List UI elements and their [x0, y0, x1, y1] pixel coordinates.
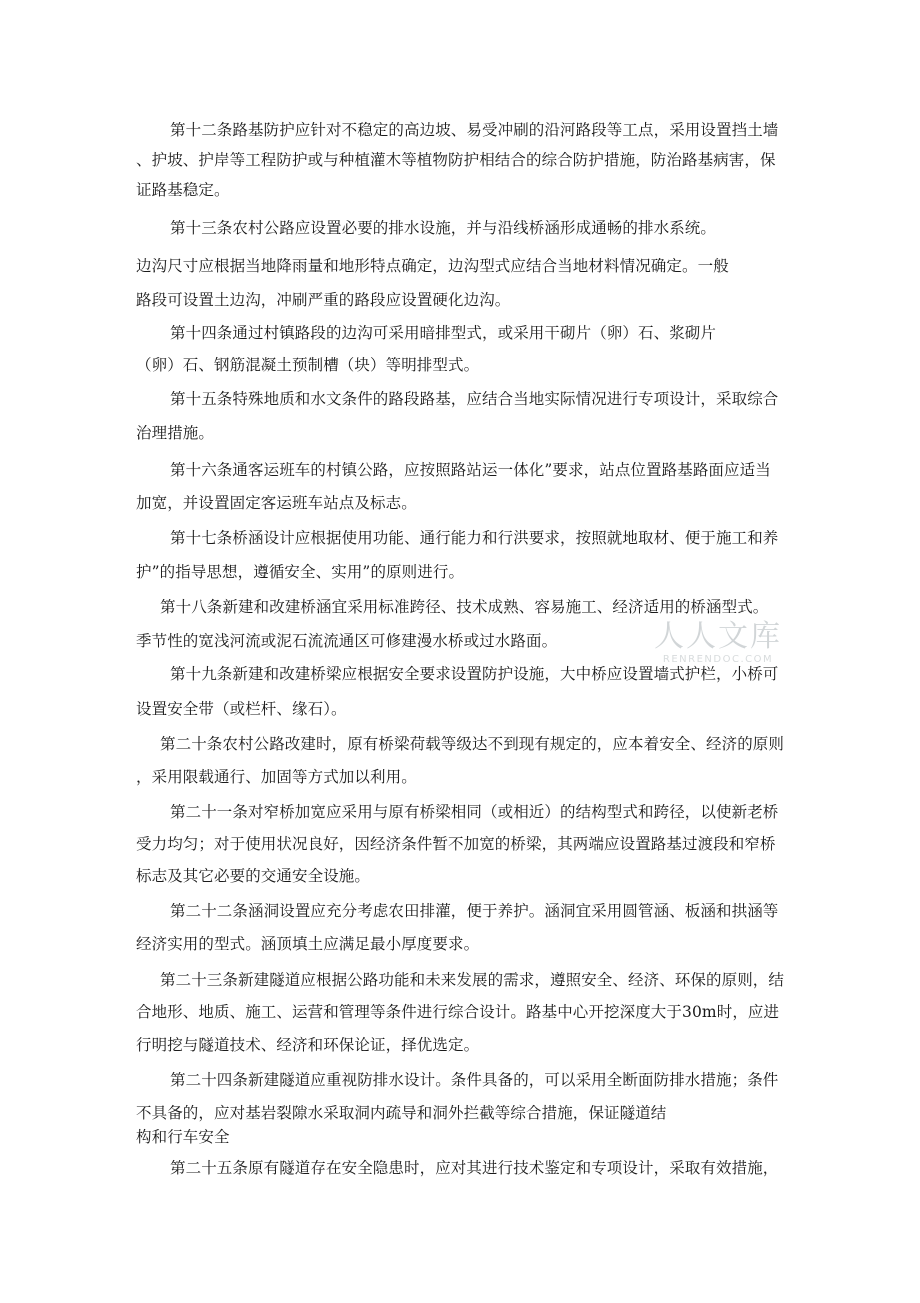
paragraph-line: 第二十三条新建隧道应根据公路功能和未来发展的需求，遵照安全、经济、环保的原则，结 [160, 971, 785, 989]
paragraph-line: 第二十一条对窄桥加宽应采用与原有桥梁相同（或相近）的结构型式和跨径，以使新老桥 [170, 803, 779, 821]
paragraph-line: 设置安全带（或栏杆、缘石）。 [136, 700, 347, 718]
paragraph-line: 第十三条农村公路应设置必要的排水设施，并与沿线桥涵形成通畅的排水系统。 [170, 219, 717, 237]
paragraph-line: 第二十条农村公路改建时，原有桥梁荷载等级达不到现有规定的，应本着安全、经济的原则 [160, 735, 785, 753]
paragraph-line: 第十八条新建和改建桥涵宜采用标准跨径、技术成熟、容易施工、经济适用的桥涵型式。 [160, 598, 769, 616]
watermark-subtitle: RENRENDOC.COM [662, 654, 774, 665]
paragraph-line: 第十二条路基防护应针对不稳定的高边坡、易受冲刷的沿河路段等工点，采用设置挡土墙 [170, 121, 779, 139]
paragraph-line: 治理措施。 [136, 424, 215, 442]
paragraph-line: 第十七条桥涵设计应根据使用功能、通行能力和行洪要求，按照就地取材、便于施工和养 [170, 529, 779, 547]
paragraph-line: 第二十五条原有隧道存在安全隐患时，应对其进行技术鉴定和专项设计，采取有效措施， [170, 1159, 779, 1177]
paragraph-line: ，采用限载通行、加固等方式加以利用。 [136, 768, 417, 786]
paragraph-line: 合地形、地质、施工、运营和管理等条件进行综合设计。路基中心开挖深度大于30m时，应进 [136, 1003, 780, 1021]
paragraph-line: （卵）石、钢筋混凝土预制槽（块）等明排型式。 [136, 356, 480, 374]
paragraph-line: 经济实用的型式。涵顶填土应满足最小厚度要求。 [136, 935, 480, 953]
paragraph-line: 受力均匀；对于使用状况良好，因经济条件暂不加宽的桥梁，其两端应设置路基过渡段和窄桥 [136, 835, 776, 853]
paragraph-line: 第二十二条涵洞设置应充分考虑农田排灌，便于养护。涵洞宜采用圆管涵、板涵和拱涵等 [170, 902, 779, 920]
paragraph-line: 不具备的，应对基岩裂隙水采取洞内疏导和洞外拦截等综合措施，保证隧道结 [136, 1104, 667, 1122]
watermark-title: 人人文库 [654, 619, 782, 654]
paragraph-line: 、护坡、护岸等工程防护或与种植灌木等植物防护相结合的综合防护措施，防治路基病害，保 [136, 151, 776, 169]
paragraph-line: 构和行车安全 [136, 1128, 230, 1146]
paragraph-line: 标志及其它必要的交通安全设施。 [136, 867, 371, 885]
paragraph-line: 第十六条通客运班车的村镇公路，应按照路站运一体化”要求，站点位置路基路面应适当 [170, 461, 771, 479]
paragraph-line: 行明挖与隧道技术、经济和环保论证，择优选定。 [136, 1036, 480, 1054]
paragraph-line: 季节性的宽浅河流或泥石流流通区可修建漫水桥或过水路面。 [136, 632, 558, 650]
paragraph-line: 第十五条特殊地质和水文条件的路段路基，应结合当地实际情况进行专项设计，采取综合 [170, 390, 779, 408]
paragraph-line: 第十四条通过村镇路段的边沟可采用暗排型式，或采用干砌片（卵）石、浆砌片 [170, 324, 717, 342]
paragraph-line: 护”的指导思想，遵循安全、实用”的原则进行。 [136, 563, 465, 581]
paragraph-line: 边沟尺寸应根据当地降雨量和地形特点确定，边沟型式应结合当地材料情况确定。一般 [136, 257, 729, 275]
paragraph-line: 加宽，并设置固定客运班车站点及标志。 [136, 494, 417, 512]
paragraph-line: 路段可设置土边沟，冲刷严重的路段应设置硬化边沟。 [136, 291, 511, 309]
paragraph-line: 证路基稳定。 [136, 181, 230, 199]
paragraph-line: 第二十四条新建隧道应重视防排水设计。条件具备的，可以采用全断面防排水措施；条件 [170, 1071, 779, 1089]
watermark [648, 620, 788, 666]
paragraph-line: 第十九条新建和改建桥梁应根据安全要求设置防护设施，大中桥应设置墙式护栏，小桥可 [170, 665, 779, 683]
